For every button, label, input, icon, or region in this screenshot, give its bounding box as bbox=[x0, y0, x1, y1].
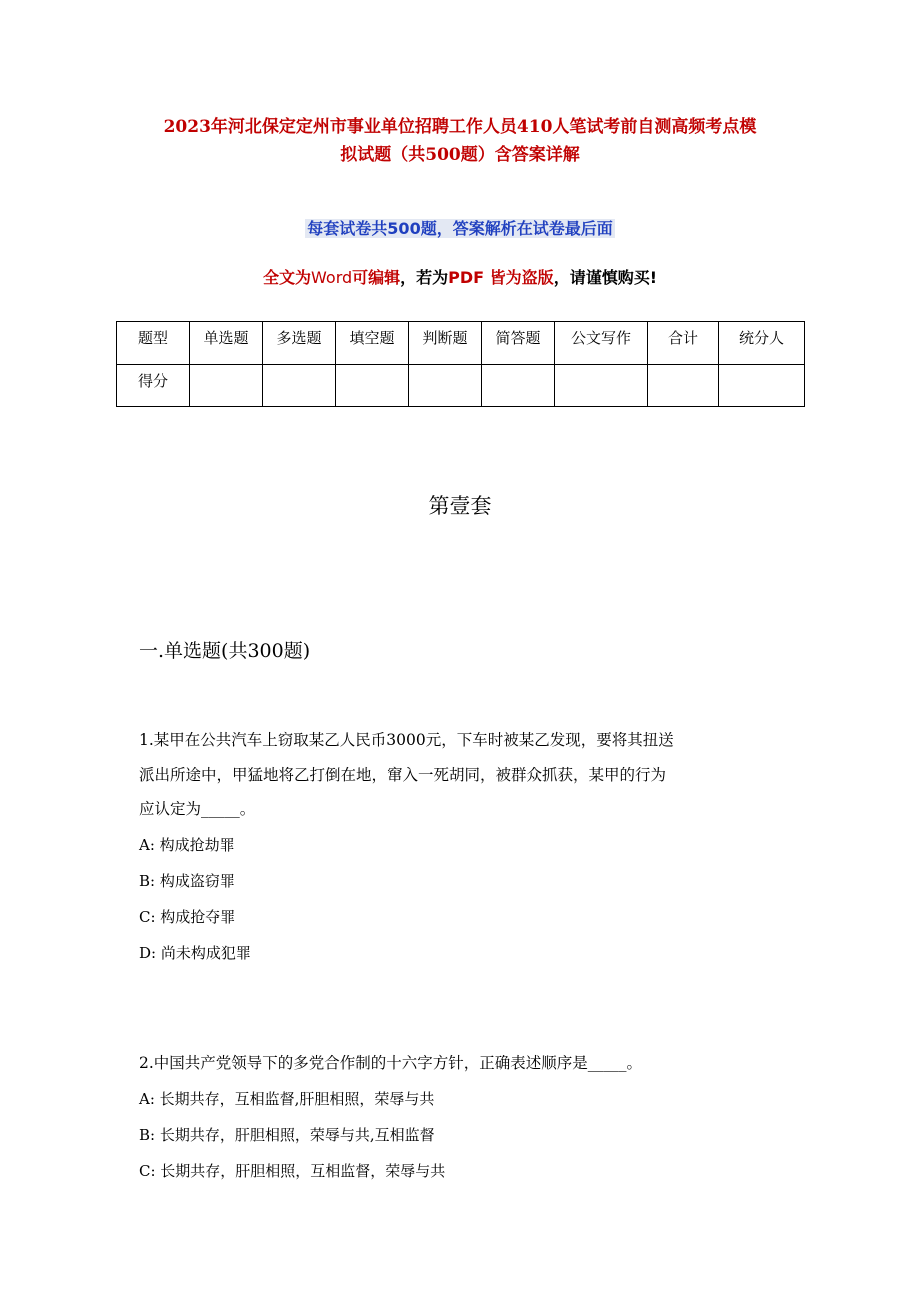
score-cell bbox=[482, 365, 555, 407]
question-stem-line: 应认定为_____。 bbox=[139, 800, 256, 818]
section-title: 一.单选题(共300题) bbox=[139, 640, 311, 662]
option-a: A: 长期共存，互相监督,肝胆相照，荣辱与共 bbox=[139, 1089, 435, 1108]
title-line-2: 拟试题（共500题）含答案详解 bbox=[340, 145, 580, 165]
option-b: B: 构成盗窃罪 bbox=[139, 871, 235, 890]
question-stem-line: 派出所途中，甲猛地将乙打倒在地，窜入一死胡同，被群众抓获，某甲的行为 bbox=[139, 765, 667, 784]
score-table bbox=[116, 321, 805, 407]
notice-suffix: ，请谨慎购买! bbox=[553, 268, 657, 287]
option-d: D: 尚未构成犯罪 bbox=[139, 943, 251, 962]
notice-word: Word bbox=[311, 268, 353, 287]
score-row-label: 得分 bbox=[117, 365, 190, 407]
score-cell bbox=[263, 365, 336, 407]
score-cell bbox=[336, 365, 409, 407]
header-cell: 统分人 bbox=[719, 322, 805, 365]
score-table-header-row bbox=[117, 322, 805, 365]
question-count-text: 每套试卷共500题，答案解析在试卷最后面 bbox=[307, 219, 613, 238]
question-1 bbox=[139, 723, 789, 971]
document-title bbox=[110, 113, 810, 169]
option-c: C: 构成抢夺罪 bbox=[139, 907, 236, 926]
notice-mid: ，若为 bbox=[400, 268, 449, 287]
score-cell bbox=[648, 365, 719, 407]
option-a: A: 构成抢劫罪 bbox=[139, 835, 235, 854]
notice-editable: 可编辑 bbox=[352, 268, 401, 287]
header-cell: 合计 bbox=[648, 322, 719, 365]
header-cell: 单选题 bbox=[190, 322, 263, 365]
notice-prefix: 全文为 bbox=[263, 268, 312, 287]
option-b: B: 长期共存，肝胆相照，荣辱与共,互相监督 bbox=[139, 1125, 435, 1144]
header-cell: 公文写作 bbox=[555, 322, 648, 365]
question-count-notice bbox=[0, 216, 920, 242]
set-title: 第壹套 bbox=[428, 494, 492, 518]
header-cell: 多选题 bbox=[263, 322, 336, 365]
header-cell: 填空题 bbox=[336, 322, 409, 365]
header-cell: 题型 bbox=[117, 322, 190, 365]
score-cell bbox=[555, 365, 648, 407]
score-table-score-row bbox=[117, 365, 805, 407]
option-c: C: 长期共存，肝胆相照，互相监督，荣辱与共 bbox=[139, 1161, 446, 1180]
header-cell: 简答题 bbox=[482, 322, 555, 365]
question-2 bbox=[139, 1046, 789, 1189]
header-cell: 判断题 bbox=[409, 322, 482, 365]
question-stem-line: 2.中国共产党领导下的多党合作制的十六字方针，正确表述顺序是_____。 bbox=[139, 1054, 643, 1072]
score-cell bbox=[190, 365, 263, 407]
score-cell bbox=[409, 365, 482, 407]
copyright-notice bbox=[0, 265, 920, 291]
question-stem-line: 1.某甲在公共汽车上窃取某乙人民币3000元，下车时被某乙发现，要将其扭送 bbox=[139, 731, 674, 749]
notice-pdf: PDF 皆为盗版 bbox=[448, 268, 554, 287]
title-line-1: 2023年河北保定定州市事业单位招聘工作人员410人笔试考前自测高频考点模 bbox=[163, 117, 757, 137]
score-cell bbox=[719, 365, 805, 407]
